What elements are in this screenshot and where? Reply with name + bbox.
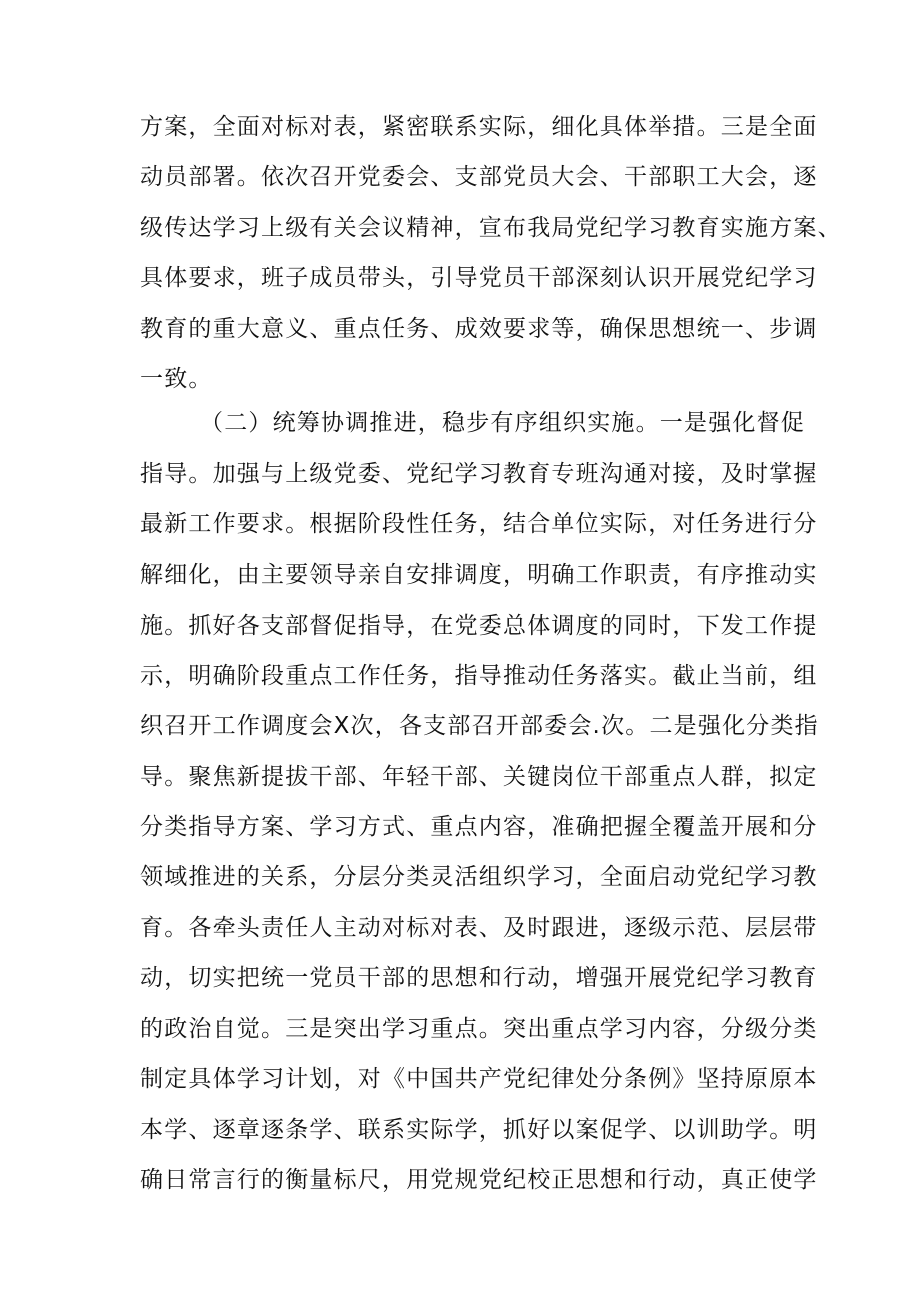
paragraph-line: 本学、逐章逐条学、联系实际学，抓好以案促学、以训助学。明 [140, 1117, 818, 1143]
paragraph-line: 确日常言行的衡量标尺，用党规党纪校正思想和行动，真正使学 [140, 1167, 818, 1193]
paragraph-line: 制定具体学习计划，对《中国共产党纪律处分条例》坚持原原本 [140, 1066, 818, 1092]
paragraph-line: 示，明确阶段重点工作任务，指导推动任务落实。截止当前，组 [140, 663, 818, 689]
paragraph-line: 动，切实把统一党员干部的思想和行动，增强开展党纪学习教育 [140, 965, 818, 991]
paragraph-line: 具体要求，班子成员带头，引导党员干部深刻认识开展党纪学习 [140, 265, 818, 291]
paragraph-line: 的政治自觉。三是突出学习重点。突出重点学习内容，分级分类 [140, 1016, 818, 1042]
paragraph-line: 指导。加强与上级党委、党纪学习教育专班沟通对接，及时掌握 [140, 461, 818, 487]
paragraph-line: 施。抓好各支部督促指导，在党委总体调度的同时，下发工作提 [140, 613, 818, 639]
section-heading-line: （二）统筹协调推进，稳步有序组织实施。一是强化督促 [200, 410, 805, 436]
paragraph-line: 织召开工作调度会X次，各支部召开部委会.次。二是强化分类指 [140, 713, 819, 739]
paragraph-line: 育。各牵头责任人主动对标对表、及时跟进，逐级示范、层层带 [140, 915, 818, 941]
paragraph-line: 解细化，由主要领导亲自安排调度，明确工作职责，有序推动实 [140, 562, 818, 588]
paragraph-line: 动员部署。依次召开党委会、支部党员大会、干部职工大会，逐 [140, 164, 818, 190]
paragraph-line: 一致。 [140, 366, 213, 392]
paragraph-line: 分类指导方案、学习方式、重点内容，准确把握全覆盖开展和分 [140, 814, 818, 840]
paragraph-line: 导。聚焦新提拔干部、年轻干部、关键岗位干部重点人群，拟定 [140, 764, 818, 790]
paragraph-line: 领域推进的关系，分层分类灵活组织学习，全面启动党纪学习教 [140, 864, 818, 890]
paragraph-line: 级传达学习上级有关会议精神，宣布我局党纪学习教育实施方案、 [140, 215, 842, 241]
paragraph-line: 最新工作要求。根据阶段性任务，结合单位实际，对任务进行分 [140, 511, 818, 537]
paragraph-line: 方案，全面对标对表，紧密联系实际，细化具体举措。三是全面 [140, 114, 818, 140]
paragraph-line: 教育的重大意义、重点任务、成效要求等，确保思想统一、步调 [140, 316, 818, 342]
